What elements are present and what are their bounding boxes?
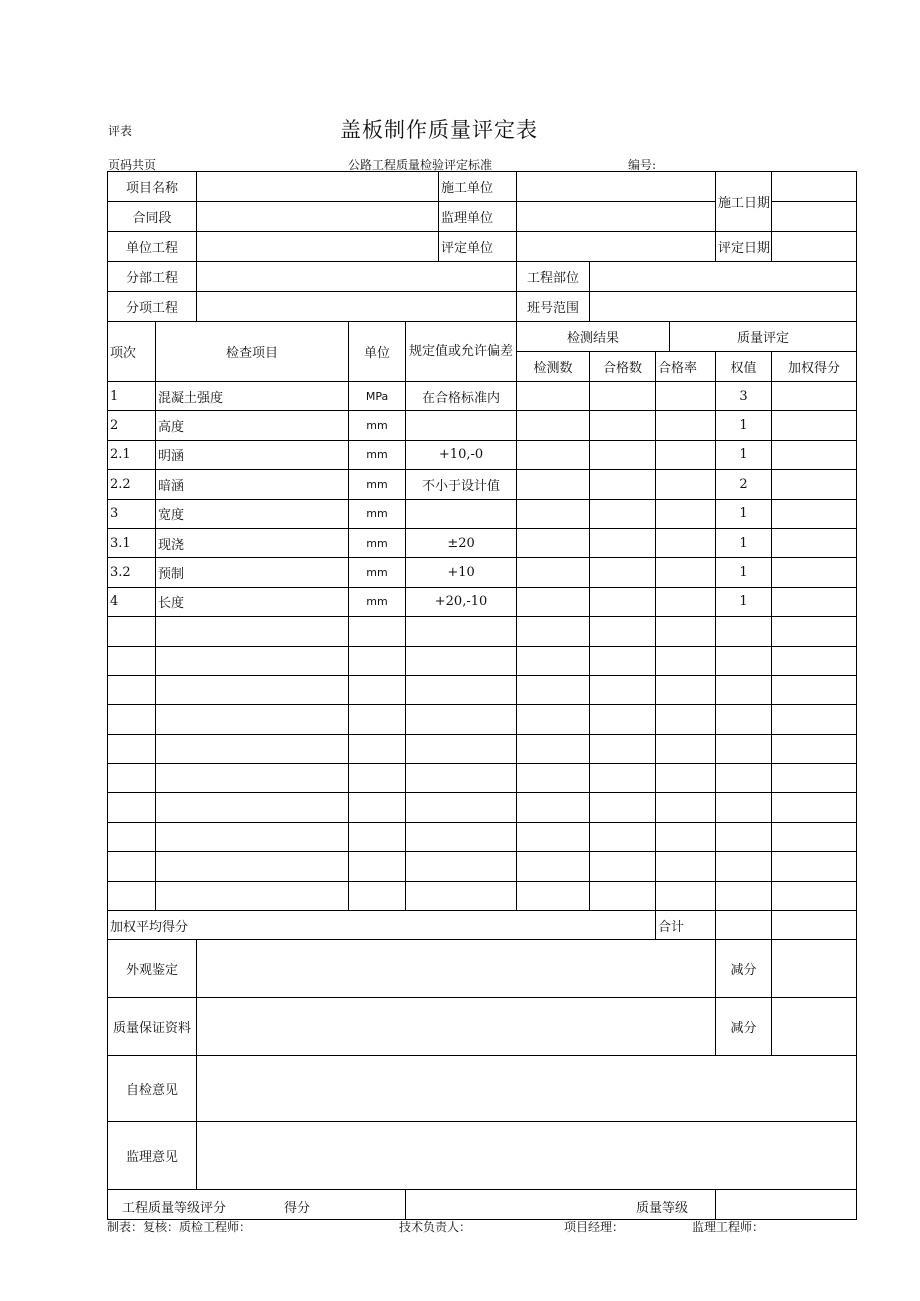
cell-unit <box>349 617 406 646</box>
cell-weight: 2 <box>716 470 772 499</box>
field-weighted-avg[interactable] <box>772 911 857 940</box>
field-construction-unit[interactable] <box>517 172 716 202</box>
cell-weighted-score[interactable] <box>772 382 857 411</box>
table-row <box>108 440 857 469</box>
cell-weighted-score[interactable] <box>772 705 857 734</box>
grade-eval-cell <box>108 1190 406 1220</box>
cell-spec: 在合格标准内 <box>406 382 517 411</box>
col-quality: 质量评定 <box>670 322 857 352</box>
table-row <box>108 764 857 793</box>
cell-unit <box>349 675 406 704</box>
cell-spec <box>406 793 517 822</box>
cell-unit <box>349 822 406 851</box>
label-division-project: 分部工程 <box>108 262 197 292</box>
cell-weight <box>716 734 772 763</box>
label-self-check: 自检意见 <box>108 1056 197 1122</box>
cell-pass-count[interactable] <box>590 382 656 411</box>
table-row <box>108 852 857 881</box>
cell-item-no <box>108 764 156 793</box>
cell-item-no: 2 <box>108 411 156 440</box>
cell-count[interactable] <box>517 793 590 822</box>
cell-pass-count[interactable] <box>590 528 656 557</box>
label-contract-section: 合同段 <box>108 202 197 232</box>
cell-weighted-score[interactable] <box>772 881 857 910</box>
cell-check-item <box>156 764 349 793</box>
cell-weighted-score[interactable] <box>772 793 857 822</box>
field-shift-range[interactable] <box>590 292 857 322</box>
cell-pass-rate[interactable] <box>656 705 716 734</box>
cell-pass-count[interactable] <box>590 470 656 499</box>
col-unit: 单位 <box>349 322 406 382</box>
col-weight: 权值 <box>716 352 772 382</box>
label-construction-date: 施工日期 <box>716 172 772 232</box>
label-deduction-docs: 减分 <box>716 998 772 1056</box>
col-pass-rate: 合格率 <box>656 352 716 382</box>
label-deduction-appearance: 减分 <box>716 940 772 998</box>
field-deduction-appearance[interactable] <box>772 940 857 998</box>
cell-weight: 1 <box>716 587 772 616</box>
cell-weight <box>716 793 772 822</box>
table-row <box>108 499 857 528</box>
cell-weighted-score[interactable] <box>772 617 857 646</box>
cell-pass-count[interactable] <box>590 705 656 734</box>
label-grade: 质量等级 <box>636 1201 689 1217</box>
cell-count[interactable] <box>517 764 590 793</box>
cell-pass-rate[interactable] <box>656 881 716 910</box>
col-count: 检测数 <box>517 352 590 382</box>
cell-spec <box>406 734 517 763</box>
cell-weight: 1 <box>716 528 772 557</box>
field-supervision-unit[interactable] <box>517 202 716 232</box>
cell-count[interactable] <box>517 852 590 881</box>
cell-check-item: 预制 <box>156 558 349 587</box>
cell-spec <box>406 675 517 704</box>
cell-pass-rate[interactable] <box>656 411 716 440</box>
cell-spec <box>406 646 517 675</box>
cell-weight <box>716 822 772 851</box>
cell-check-item: 暗涵 <box>156 470 349 499</box>
cell-weight: 1 <box>716 411 772 440</box>
standard-label: 公路工程质量检验评定标准 <box>348 158 493 172</box>
cell-count[interactable] <box>517 470 590 499</box>
footer-tech-lead: 技术负责人： <box>399 1220 472 1234</box>
field-deduction-docs[interactable] <box>772 998 857 1056</box>
cell-count[interactable] <box>517 646 590 675</box>
cell-pass-count[interactable] <box>590 440 656 469</box>
cell-spec: 不小于设计值 <box>406 470 517 499</box>
cell-weighted-score[interactable] <box>772 499 857 528</box>
grade-cell <box>406 1190 716 1220</box>
cell-count[interactable] <box>517 587 590 616</box>
cell-check-item: 明涵 <box>156 440 349 469</box>
col-weighted-score: 加权得分 <box>772 352 857 382</box>
cell-spec: ±20 <box>406 528 517 557</box>
cell-pass-count[interactable] <box>590 558 656 587</box>
field-self-check[interactable] <box>197 1056 857 1122</box>
label-appearance: 外观鉴定 <box>108 940 197 998</box>
cell-weighted-score[interactable] <box>772 764 857 793</box>
cell-pass-rate[interactable] <box>656 764 716 793</box>
col-result: 检测结果 <box>517 322 670 352</box>
cell-count[interactable] <box>517 440 590 469</box>
field-contract-section[interactable] <box>197 202 439 232</box>
cell-check-item <box>156 881 349 910</box>
footer-supervisor: 监理工程师： <box>692 1220 765 1234</box>
label-evaluation-unit: 评定单位 <box>439 232 517 262</box>
cell-unit <box>349 646 406 675</box>
cell-pass-count[interactable] <box>590 617 656 646</box>
label-quality-docs: 质量保证资料 <box>108 998 197 1056</box>
cell-check-item: 宽度 <box>156 499 349 528</box>
cell-pass-count[interactable] <box>590 587 656 616</box>
field-subitem-project[interactable] <box>197 292 517 322</box>
table-row <box>108 646 857 675</box>
cell-count[interactable] <box>517 528 590 557</box>
cell-count[interactable] <box>517 499 590 528</box>
table-row <box>108 617 857 646</box>
cell-spec <box>406 705 517 734</box>
cell-pass-rate[interactable] <box>656 499 716 528</box>
col-spec: 规定值或允许偏差 <box>406 322 517 382</box>
cell-count[interactable] <box>517 617 590 646</box>
cell-weight <box>716 617 772 646</box>
col-check-item: 检查项目 <box>156 322 349 382</box>
cell-weighted-score[interactable] <box>772 411 857 440</box>
cell-count[interactable] <box>517 382 590 411</box>
cell-pass-rate[interactable] <box>656 470 716 499</box>
cell-unit <box>349 793 406 822</box>
cell-check-item <box>156 705 349 734</box>
cell-weight: 3 <box>716 382 772 411</box>
field-appearance[interactable] <box>197 940 716 998</box>
field-quality-docs[interactable] <box>197 998 716 1056</box>
cell-count[interactable] <box>517 411 590 440</box>
cell-pass-rate[interactable] <box>656 793 716 822</box>
cell-pass-rate[interactable] <box>656 382 716 411</box>
cell-pass-count[interactable] <box>590 764 656 793</box>
cell-unit <box>349 705 406 734</box>
cell-count[interactable] <box>517 705 590 734</box>
cell-weight: 1 <box>716 499 772 528</box>
cell-check-item: 混凝土强度 <box>156 382 349 411</box>
cell-weighted-score[interactable] <box>772 734 857 763</box>
label-total: 合计 <box>656 911 716 940</box>
cell-weight <box>716 646 772 675</box>
cell-pass-count[interactable] <box>590 881 656 910</box>
cell-unit: mm <box>349 411 406 440</box>
cell-weighted-score[interactable] <box>772 470 857 499</box>
field-construction-date-bottom[interactable] <box>772 202 857 232</box>
cell-spec <box>406 852 517 881</box>
label-unit-project: 单位工程 <box>108 232 197 262</box>
cell-item-no <box>108 793 156 822</box>
label-work-location: 工程部位 <box>517 262 590 292</box>
footer-made-review: 制表：复核：质检工程师： <box>107 1220 252 1234</box>
cell-spec <box>406 822 517 851</box>
signature-footer <box>107 1218 856 1234</box>
cell-unit <box>349 734 406 763</box>
cell-weighted-score[interactable] <box>772 558 857 587</box>
cell-check-item: 高度 <box>156 411 349 440</box>
cell-unit <box>349 764 406 793</box>
cell-pass-count[interactable] <box>590 793 656 822</box>
cell-pass-count[interactable] <box>590 499 656 528</box>
cell-pass-count[interactable] <box>590 411 656 440</box>
cell-unit: mm <box>349 440 406 469</box>
cell-unit <box>349 881 406 910</box>
cell-check-item <box>156 793 349 822</box>
label-score: 得分 <box>284 1201 311 1217</box>
form-code: 评表 <box>108 124 133 138</box>
table-row <box>108 411 857 440</box>
cell-spec <box>406 617 517 646</box>
label-subitem-project: 分项工程 <box>108 292 197 322</box>
field-grade[interactable] <box>716 1190 857 1220</box>
cell-count[interactable] <box>517 822 590 851</box>
cell-weighted-score[interactable] <box>772 440 857 469</box>
cell-item-no: 4 <box>108 587 156 616</box>
cell-pass-count[interactable] <box>590 852 656 881</box>
number-label: 编号: <box>628 158 657 172</box>
cell-spec: +10,-0 <box>406 440 517 469</box>
field-unit-project[interactable] <box>197 232 439 262</box>
label-weighted-avg: 加权平均得分 <box>108 911 656 940</box>
cell-unit <box>349 852 406 881</box>
cell-pass-rate[interactable] <box>656 646 716 675</box>
field-supervision-opinion[interactable] <box>197 1122 857 1190</box>
cell-count[interactable] <box>517 675 590 704</box>
cell-pass-count[interactable] <box>590 822 656 851</box>
cell-weighted-score[interactable] <box>772 675 857 704</box>
table-row <box>108 822 857 851</box>
cell-item-no <box>108 852 156 881</box>
evaluation-table <box>107 171 857 1220</box>
cell-pass-count[interactable] <box>590 646 656 675</box>
cell-item-no: 1 <box>108 382 156 411</box>
table-row <box>108 705 857 734</box>
label-shift-range: 班号范围 <box>517 292 590 322</box>
cell-unit: mm <box>349 470 406 499</box>
cell-pass-rate[interactable] <box>656 587 716 616</box>
cell-weighted-score[interactable] <box>772 528 857 557</box>
cell-pass-rate[interactable] <box>656 822 716 851</box>
cell-weight <box>716 881 772 910</box>
cell-spec: +10 <box>406 558 517 587</box>
cell-check-item <box>156 675 349 704</box>
cell-item-no <box>108 617 156 646</box>
cell-spec <box>406 411 517 440</box>
cell-pass-rate[interactable] <box>656 528 716 557</box>
footer-manager: 项目经理： <box>564 1220 625 1234</box>
cell-count[interactable] <box>517 558 590 587</box>
cell-check-item: 长度 <box>156 587 349 616</box>
table-row <box>108 881 857 910</box>
field-project-name[interactable] <box>197 172 439 202</box>
cell-pass-count[interactable] <box>590 675 656 704</box>
cell-weight <box>716 764 772 793</box>
cell-unit: mm <box>349 499 406 528</box>
table-row <box>108 382 857 411</box>
cell-item-no <box>108 705 156 734</box>
cell-check-item: 现浇 <box>156 528 349 557</box>
cell-pass-rate[interactable] <box>656 617 716 646</box>
table-row <box>108 558 857 587</box>
cell-item-no: 3.2 <box>108 558 156 587</box>
cell-check-item <box>156 646 349 675</box>
table-row <box>108 528 857 557</box>
cell-weighted-score[interactable] <box>772 822 857 851</box>
table-row <box>108 675 857 704</box>
page-title: 盖板制作质量评定表 <box>340 118 538 142</box>
cell-check-item <box>156 734 349 763</box>
cell-count[interactable] <box>517 881 590 910</box>
cell-unit: mm <box>349 528 406 557</box>
cell-item-no <box>108 734 156 763</box>
cell-weight <box>716 675 772 704</box>
field-work-location[interactable] <box>590 262 857 292</box>
col-item-no: 项次 <box>108 322 156 382</box>
field-evaluation-date[interactable] <box>772 232 857 262</box>
cell-unit: mm <box>349 587 406 616</box>
label-supervision-opinion: 监理意见 <box>108 1122 197 1190</box>
cell-pass-rate[interactable] <box>656 734 716 763</box>
cell-item-no <box>108 822 156 851</box>
cell-check-item <box>156 822 349 851</box>
cell-spec <box>406 881 517 910</box>
cell-item-no <box>108 646 156 675</box>
cell-weight <box>716 705 772 734</box>
cell-spec <box>406 499 517 528</box>
cell-item-no: 3 <box>108 499 156 528</box>
field-total[interactable] <box>716 911 772 940</box>
table-row <box>108 470 857 499</box>
cell-spec: +20,-10 <box>406 587 517 616</box>
cell-weighted-score[interactable] <box>772 587 857 616</box>
label-grade-eval: 工程质量等级评分 <box>122 1201 227 1217</box>
cell-unit: MPa <box>349 382 406 411</box>
table-row <box>108 734 857 763</box>
label-evaluation-date: 评定日期 <box>716 232 772 262</box>
label-construction-unit: 施工单位 <box>439 172 517 202</box>
table-row <box>108 793 857 822</box>
field-division-project[interactable] <box>197 262 517 292</box>
cell-weighted-score[interactable] <box>772 852 857 881</box>
cell-weight: 1 <box>716 558 772 587</box>
cell-spec <box>406 764 517 793</box>
cell-count[interactable] <box>517 734 590 763</box>
label-supervision-unit: 监理单位 <box>439 202 517 232</box>
cell-pass-count[interactable] <box>590 734 656 763</box>
cell-pass-rate[interactable] <box>656 440 716 469</box>
cell-item-no: 2.2 <box>108 470 156 499</box>
cell-unit: mm <box>349 558 406 587</box>
cell-item-no <box>108 675 156 704</box>
cell-pass-rate[interactable] <box>656 675 716 704</box>
cell-pass-rate[interactable] <box>656 852 716 881</box>
page-info: 页码共页 <box>108 158 157 172</box>
cell-check-item <box>156 852 349 881</box>
cell-item-no: 3.1 <box>108 528 156 557</box>
cell-weight: 1 <box>716 440 772 469</box>
cell-weight <box>716 852 772 881</box>
label-project-name: 项目名称 <box>108 172 197 202</box>
cell-check-item <box>156 617 349 646</box>
cell-pass-rate[interactable] <box>656 558 716 587</box>
field-construction-date-top[interactable] <box>772 172 857 202</box>
col-pass-count: 合格数 <box>590 352 656 382</box>
table-row <box>108 587 857 616</box>
cell-item-no <box>108 881 156 910</box>
cell-weighted-score[interactable] <box>772 646 857 675</box>
cell-item-no: 2.1 <box>108 440 156 469</box>
field-evaluation-unit[interactable] <box>517 232 716 262</box>
